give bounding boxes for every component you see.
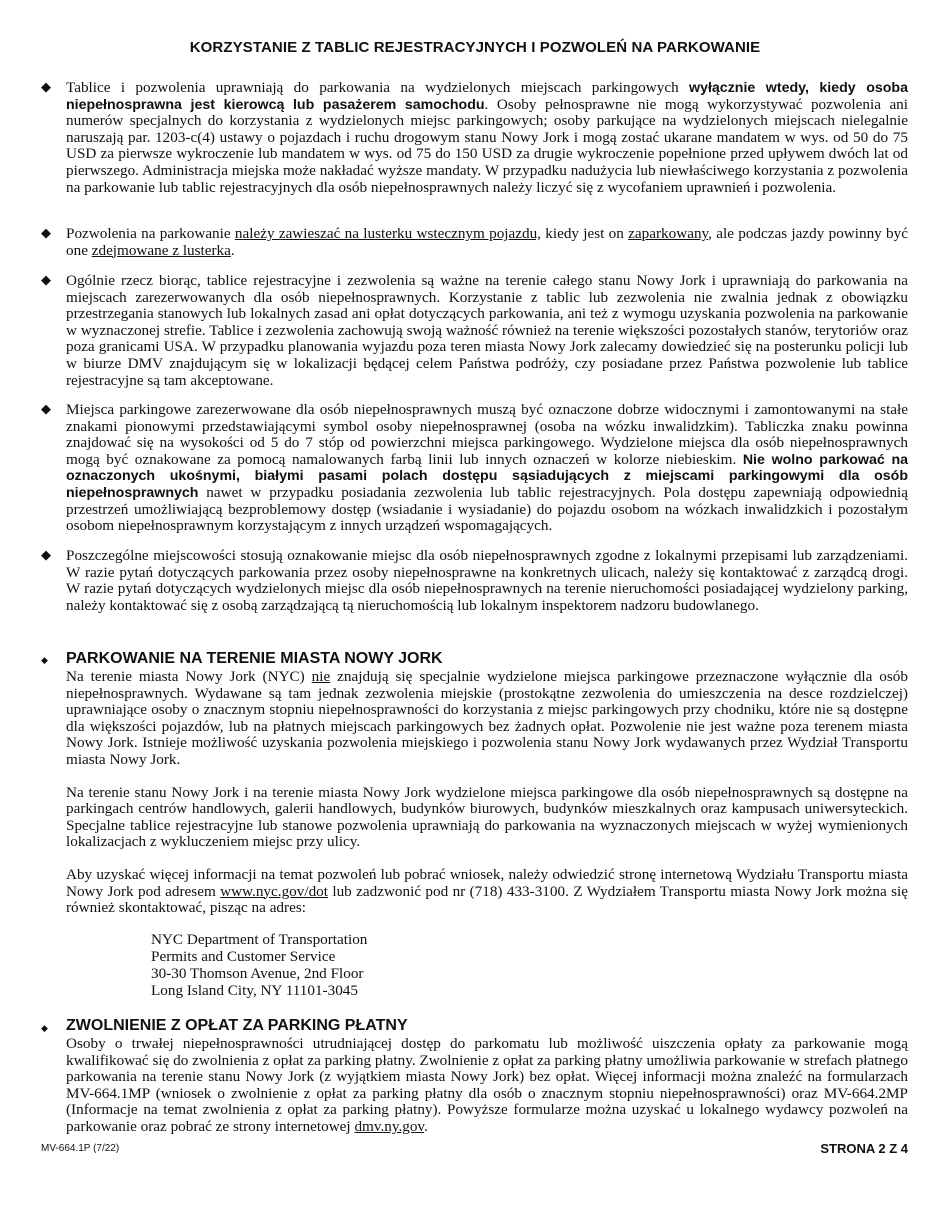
underlined-text: należy zawieszać na lusterku wstecznym pojazdu, <box>234 225 541 242</box>
text-span: Aby uzyskać więcej informacji na temat pozwoleń lub pobrać wniosek, należy odwiedzić stronę internetową Wydziału Transportu miasta Nowy Jork pod adresem <box>66 865 908 900</box>
form-code: MV-664.1P (7/22) <box>41 1143 120 1154</box>
section-bullet-icon: ◆ <box>41 656 48 666</box>
bullet-diamond-icon: ◆ <box>41 402 51 417</box>
fee-exemption-section <box>66 1017 908 1136</box>
text-span: Poszczególne miejscowości stosują oznakowanie miejsc dla osób niepełnosprawnych zgodne z lokalnymi przepisami lub zarządzeniami. W razie pytań dotyczących parkowania przez osoby niepełnosprawne na konkretnych ulicach, należy się kontaktować z zarządcą drogi. W razie pytań dotyczących wydzielonych miejsc dla osób niepełnosprawnych na terenie nieruchomości posiadającej wydzielony parking, należy kontaktować się z osobą zarządzającą tą nieruchomością lub lokalnym inspektorem nadzoru budowlanego. <box>66 547 908 614</box>
bullet-paragraph-1 <box>66 80 908 196</box>
bullet-diamond-icon: ◆ <box>41 80 51 95</box>
bold-text: wyłącznie wtedy, kiedy osoba niepełnosprawna jest kierowcą lub pasażerem samochodu <box>66 80 908 113</box>
bullet-paragraph-2 <box>66 226 908 259</box>
text-span: kiedy jest on <box>540 225 629 242</box>
section-heading: PARKOWANIE NA TERENIE MIASTA NOWY JORK <box>66 650 443 667</box>
address-line: NYC Department of Transportation <box>151 931 368 948</box>
bullet-diamond-icon: ◆ <box>41 273 51 288</box>
section-paragraph <box>66 1036 908 1136</box>
text-span: , ale podczas jazdy powinny być one <box>66 225 908 259</box>
underlined-text: nie <box>311 668 331 685</box>
text-span: Miejsca parkingowe zarezerwowane dla osób niepełnosprawnych muszą być oznaczone dobrze widocznymi i zamontowanymi na stałe znakami pionowymi przedstawiającymi symbol osoby niepełnosprawnej (osoba na wózku inwalidzkim). Tabliczka znaku powinna znajdować się na wysokości od 5 do 7 stóp od powierzchni miejsca parkingowego. Wydzielone miejsca dla osób niepełnosprawnych mogą być oznakowane za pomocą namalowanych farbą linii lub innych oznaczeń w kolorze niebieskim. <box>66 401 908 468</box>
text-span: Pozwolenia na parkowanie <box>66 225 235 242</box>
address-line: Permits and Customer Service <box>151 948 336 965</box>
text-span: . <box>424 1117 428 1135</box>
text-span: Tablice i pozwolenia uprawniają do parkowania na wydzielonych miejscach parkingowych <box>66 79 690 96</box>
bullet-paragraph-4 <box>66 402 908 535</box>
text-span: . Osoby pełnosprawne nie mogą wykorzystywać pozwolenia ani numerów specjalnych do korzystania z wydzielonych miejsc parkingowych; osoby parkujące na wydzielonych miejscach nielegalnie naruszają par. 1203-c(4) ustawy o pojazdach i ruchu drogowym stanu Nowy Jork i mogą zostać ukarane mandatem w wys. od 50 do 75 USD za pierwsze wykroczenie lub mandatem w wys. od 75 do 150 USD za drugie wykroczenie popełnione przed upływem dwóch lat od pierwszego. Administracja miejska może nakładać wyższe mandaty. W przypadku nadużycia lub niewłaściwego korzystania z pozwolenia na parkowanie lub tablic rejestracyjnych dla osób niepełnosprawnych należy liczyć się z wycofaniem uprawnień i pozwolenia. <box>66 95 908 196</box>
address-line: Long Island City, NY 11101-3045 <box>151 982 358 999</box>
text-span: znajdują się specjalnie wydzielone miejsca parkingowe przeznaczone wyłącznie dla osób niepełnosprawnych. Wydawane są tam jednak zezwolenia miejskie (prostokątne zezwolenia do umieszczenia na desce rozdzielczej) uprawniające osoby o znacznym stopniu niepełnosprawności do korzystania z miejsc parkingowych przy chodniku, które nie są dostępne dla większości pojazdów, lub na płatnych miejscach parkingowych bez żadnych opłat. Pozwolenie nie jest ważne poza terenem miasta Nowy Jork. Istnieje możliwość uzyskania pozwolenia miejskiego i pozwolenia stanu Nowy Jork wydawanych przez Wydział Transportu miasta Nowy Jork. <box>66 668 908 768</box>
text-span: Ogólnie rzecz biorąc, tablice rejestracyjne i zezwolenia są ważne na terenie całego stanu Nowy Jork i uprawniają do parkowania na miejscach zarezerwowanych dla osób niepełnosprawnych. Korzystanie z tablic lub zezwolenia nie zwalnia jednak z obowiązku przestrzegania stanowych lub lokalnych zasad ani opłat dotyczących parkowania, ani też z wymogu uzyskania pozwolenia na parkowanie w wyznaczonej strefie. Tablice i zezwolenia zachowują swoją ważność również na terenie większości pozostałych stanów, terytoriów oraz poza granicami USA. W przypadku planowania wyjazdu poza teren miasta Nowy Jork zalecamy dowiedzieć się na posterunku policji lub w biurze DMV znajdującym się w lokalizacji będącej celem Państwa podróży, czy posiadane przez Państwa pozwolenie lub tablice rejestracyjne są tam akceptowane. <box>66 272 908 389</box>
nyc-parking-section <box>66 650 908 917</box>
page-number: STRONA 2 Z 4 <box>820 1141 908 1156</box>
mailing-address <box>151 931 367 999</box>
text-span: lub zadzwonić pod nr (718) 433-3100. Z Wydziałem Transportu miasta Nowy Jork można się również skontaktować, pisząc na adres: <box>66 882 908 917</box>
bullet-diamond-icon: ◆ <box>41 548 51 563</box>
page-title: KORZYSTANIE Z TABLIC REJESTRACYJNYCH I POZWOLEŃ NA PARKOWANIE <box>189 39 761 56</box>
text-span: nawet w przypadku posiadania zezwolenia lub tablic rejestracyjnych. Pola dostępu zapewniają odpowiednią przestrzeń umożliwiającą bezproblemowy dostęp (wsiadanie i wysiadanie) do pojazdu osobom na wózkach inwalidzkich i pozostałym osobom niepełnosprawnym korzystającym z innych urządzeń wspomagających. <box>66 483 908 535</box>
bullet-diamond-icon: ◆ <box>41 226 51 241</box>
address-line: 30-30 Thomson Avenue, 2nd Floor <box>151 965 364 982</box>
section-heading: ZWOLNIENIE Z OPŁAT ZA PARKING PŁATNY <box>66 1017 408 1034</box>
text-span: Osoby o trwałej niepełnosprawności utrudniającej dostęp do parkomatu lub możliwość uiszczenia opłaty za parkowanie mogą kwalifikować się do zwolnienia z opłat za parking płatny. Zwolnienie z opłat za parking płatny umożliwia parkowanie w strefach płatnego parkowania na terenie stanu Nowy Jork (z wyjątkiem miasta Nowy Jork) bez opłat. Więcej informacji można znaleźć na formularzach MV-664.1MP (wniosek o zwolnienie z opłat za parking płatny dla osób o znacznym stopniu niepełnosprawności) oraz MV-664.2MP (Informacje na temat zwolnienia z opłat za parking płatny). Powyższe formularze można uzyskać u lokalnego wydawcy pozwoleń na parkowanie oraz pobrać ze strony internetowej <box>66 1035 908 1135</box>
bullet-paragraph-3 <box>66 273 908 389</box>
text-span: . <box>230 241 235 259</box>
bullet-paragraph-5 <box>66 548 908 614</box>
section-paragraph: Na terenie stanu Nowy Jork i na terenie miasta Nowy Jork wydzielone miejsca parkingowe dla osób niepełnosprawnych są dostępne na parkingach centrów handlowych, galerii handlowych, budynków biurowych, budynków mieszkalnych oraz kampusach uniwersyteckich. Specjalne tablice rejestracyjne lub stanowe pozwolenia uprawniają do parkowania na wyznaczonych miejscach w wyżej wymienionych lokalizacjach z wykluczeniem miejsc przy ulicy. <box>66 783 908 851</box>
underlined-text: zdejmowane z lusterka <box>91 241 231 259</box>
bold-text: Nie wolno parkować na oznaczonych ukośnymi, białymi pasami polach dostępu sąsiadujących z miejscami parkingowymi dla osób niepełnosprawnych <box>66 451 909 501</box>
text-span: Na terenie miasta Nowy Jork (NYC) <box>66 668 312 685</box>
underlined-text: zaparkowany <box>628 225 709 242</box>
section-paragraph <box>66 669 908 769</box>
nyc-dot-link[interactable]: www.nyc.gov/dot <box>220 882 328 900</box>
dmv-link[interactable]: dmv.ny.gov <box>354 1117 425 1135</box>
section-bullet-icon: ◆ <box>41 1024 48 1034</box>
section-paragraph <box>66 867 908 917</box>
